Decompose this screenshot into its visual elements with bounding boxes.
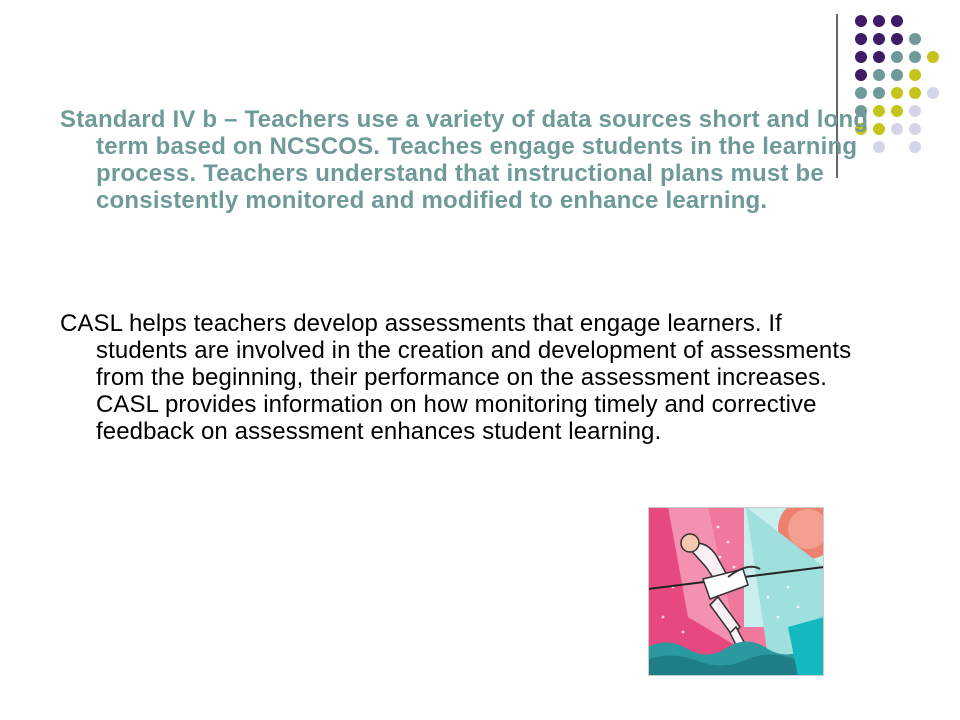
sailboat-clipart-icon (648, 507, 824, 676)
standard-iv-b-paragraph: Standard IV b – Teachers use a variety of data sources short and long term based on NCSCOS. Teaches engage students in the learning process. Teachers understand that instructional plans must be consistently monitored and modified to enhance learning. (60, 106, 869, 214)
casl-paragraph: CASL helps teachers develop assessments that engage learners. If students are involved in the creation and development of assessments from the beginning, their performance on the assessment increases. CASL provides information on how monitoring timely and corrective feedback on assessment enhances student learning. (60, 310, 852, 445)
